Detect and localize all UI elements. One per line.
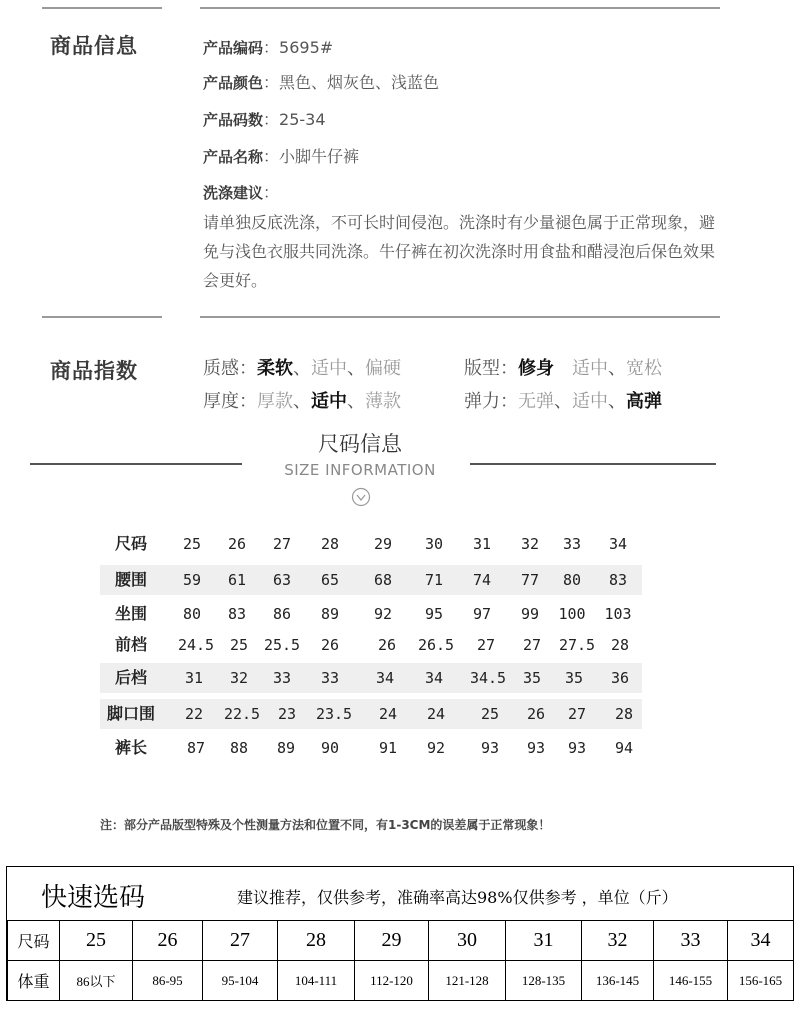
quick-weight-cell: 104-111 [278, 961, 355, 1001]
info-value: 黑色、烟灰色、浅蓝色 [279, 73, 440, 92]
info-value: 小脚牛仔裤 [279, 147, 360, 166]
info-row-name [203, 144, 359, 167]
size-cell: 36 [610, 669, 630, 687]
size-row [100, 663, 642, 693]
info-label: 洗涤建议 [203, 184, 264, 202]
chevron-down-circle-icon [351, 487, 371, 507]
index-label: 弹力 [464, 391, 500, 412]
size-row [100, 599, 642, 629]
size-cell: 26 [320, 636, 340, 654]
size-cell: 34 [375, 669, 395, 687]
top-rule-left [42, 7, 162, 9]
quick-size-cell: 26 [133, 921, 203, 961]
size-row-header: 裤长 [114, 738, 147, 757]
size-cell: 23.5 [315, 705, 353, 723]
index-option: 高弹 [626, 391, 662, 412]
size-cell: 94 [614, 739, 634, 757]
size-row-header: 腰围 [114, 570, 147, 589]
size-cell: 28 [320, 535, 340, 553]
quick-size-cell: 31 [506, 921, 582, 961]
size-cell: 33 [562, 535, 582, 553]
quick-weight-cell: 86以下 [60, 961, 133, 1001]
size-cell: 86 [272, 605, 292, 623]
mid-rule-left [42, 316, 162, 318]
index-option: 宽松 [626, 358, 662, 379]
index-colon: ： [239, 391, 257, 412]
size-cell: 23 [277, 705, 297, 723]
size-cell: 26 [227, 535, 247, 553]
size-cell: 31 [472, 535, 492, 553]
size-cell: 25 [229, 636, 249, 654]
info-label: 产品码数 [203, 111, 264, 129]
size-cell: 92 [426, 739, 446, 757]
size-cell: 99 [520, 605, 540, 623]
size-cell: 32 [520, 535, 540, 553]
size-cell: 77 [520, 571, 540, 589]
size-cell: 32 [229, 669, 249, 687]
size-row [100, 630, 642, 660]
size-row [100, 529, 642, 559]
info-value: 5695# [279, 38, 334, 57]
size-row-header: 尺码 [114, 534, 147, 553]
size-row-header: 后档 [114, 668, 147, 687]
size-cell: 89 [320, 605, 340, 623]
index-label: 版型 [464, 358, 500, 379]
top-rule-right [200, 7, 720, 9]
size-cell: 26 [377, 636, 397, 654]
info-value: 25-34 [279, 110, 326, 129]
quick-weight-cell: 156-165 [728, 961, 794, 1001]
section-title-product-info: 商品信息 [50, 34, 138, 58]
quick-size-title: 快速选码 [41, 883, 146, 913]
size-row-header: 前档 [114, 635, 147, 654]
size-cell: 89 [276, 739, 296, 757]
quick-weight-cell: 86-95 [133, 961, 203, 1001]
index-label: 质感 [203, 358, 239, 379]
index-colon: ： [500, 391, 518, 412]
quick-size-cell: 25 [60, 921, 133, 961]
size-row [100, 733, 642, 763]
index-option: 柔软 [257, 358, 293, 379]
quick-weight-cell: 112-120 [355, 961, 429, 1001]
size-cell: 90 [320, 739, 340, 757]
size-cell: 28 [610, 636, 630, 654]
size-cell: 83 [608, 571, 628, 589]
size-cell: 87 [186, 739, 206, 757]
size-cell: 74 [472, 571, 492, 589]
index-option: 适中 [572, 358, 608, 379]
mid-rule-right [200, 316, 720, 318]
info-label: 产品名称 [203, 148, 264, 166]
index-option: 薄款 [365, 391, 401, 412]
quick-size-cell: 29 [355, 921, 429, 961]
size-cell: 103 [604, 605, 632, 623]
index-option: 适中 [311, 391, 347, 412]
size-row-header: 脚口围 [106, 704, 155, 723]
index-stretch: 弹力：无弹、适中、高弹 [464, 391, 662, 412]
index-label: 厚度 [203, 391, 239, 412]
info-colon: ： [263, 183, 280, 202]
size-cell: 93 [526, 739, 546, 757]
size-info-subtitle: SIZE INFORMATION [284, 461, 436, 479]
quick-weight-cell: 95-104 [203, 961, 278, 1001]
size-row-header: 坐围 [114, 604, 147, 623]
quick-size-row [8, 921, 794, 961]
quick-weight-row-label: 体重 [8, 961, 60, 1001]
size-cell: 24 [426, 705, 446, 723]
size-cell: 25.5 [263, 636, 301, 654]
size-cell: 30 [424, 535, 444, 553]
size-cell: 95 [424, 605, 444, 623]
info-row-color [203, 70, 439, 93]
index-fit: 版型：修身 适中、宽松 [464, 358, 662, 379]
quick-weight-cell: 136-145 [582, 961, 654, 1001]
info-row-code [203, 35, 333, 58]
size-cell: 24.5 [177, 636, 215, 654]
index-texture: 质感：柔软、适中、偏硬 [203, 358, 401, 379]
size-cell: 26 [526, 705, 546, 723]
index-option: 无弹 [518, 391, 554, 412]
index-option: 偏硬 [365, 358, 401, 379]
size-cell: 100 [558, 605, 586, 623]
size-cell: 26.5 [417, 636, 455, 654]
size-cell: 22.5 [223, 705, 261, 723]
index-option: 适中 [311, 358, 347, 379]
size-cell: 83 [227, 605, 247, 623]
size-cell: 29 [373, 535, 393, 553]
quick-size-cell: 28 [278, 921, 355, 961]
size-cell: 27 [476, 636, 496, 654]
index-option: 修身 [518, 358, 554, 379]
size-cell: 35 [522, 669, 542, 687]
size-cell: 34 [608, 535, 628, 553]
quick-size-cell: 30 [429, 921, 506, 961]
info-row-sizes [203, 107, 326, 130]
size-cell: 31 [184, 669, 204, 687]
size-cell: 93 [480, 739, 500, 757]
section-title-product-index: 商品指数 [50, 359, 138, 383]
size-cell: 34.5 [469, 669, 507, 687]
info-colon: ： [263, 38, 280, 57]
quick-weight-cell: 121-128 [429, 961, 506, 1001]
index-colon: ： [239, 358, 257, 379]
quick-size-cell: 27 [203, 921, 278, 961]
size-cell: 25 [182, 535, 202, 553]
size-cell: 65 [320, 571, 340, 589]
size-cell: 27 [272, 535, 292, 553]
size-cell: 24 [378, 705, 398, 723]
info-colon: ： [263, 110, 280, 129]
size-cell: 27.5 [558, 636, 596, 654]
size-cell: 80 [562, 571, 582, 589]
size-cell: 27 [567, 705, 587, 723]
quick-weight-row [8, 961, 794, 1001]
size-cell: 92 [373, 605, 393, 623]
quick-size-desc: 建议推荐，仅供参考，准确率高达98%仅供参考 ，单位（斤） [237, 888, 678, 907]
quick-size-cell: 34 [728, 921, 794, 961]
size-note: 注：部分产品版型特殊及个性测量方法和位置不同，有1-3CM的误差属于正常现象！ [100, 818, 551, 832]
size-cell: 88 [229, 739, 249, 757]
size-cell: 33 [272, 669, 292, 687]
size-cell: 91 [378, 739, 398, 757]
size-cell: 33 [320, 669, 340, 687]
care-text: 请单独反底洗涤，不可长时间侵泡。洗涤时有少量褪色属于正常现象，避免与浅色衣服共同洗涤。牛仔裤在初次洗涤时用食盐和醋浸泡后保色效果会更好。 [203, 213, 716, 290]
size-cell: 27 [522, 636, 542, 654]
quick-weight-cell: 128-135 [506, 961, 582, 1001]
quick-size-cell: 33 [654, 921, 728, 961]
size-cell: 80 [182, 605, 202, 623]
index-option: 适中 [572, 391, 608, 412]
quick-size-cell: 32 [582, 921, 654, 961]
info-colon: ： [263, 147, 280, 166]
info-label: 产品编码 [203, 39, 264, 57]
size-info-title: 尺码信息 [318, 432, 402, 456]
quick-size-box [6, 866, 794, 1001]
size-cell: 97 [472, 605, 492, 623]
size-cell: 22 [184, 705, 204, 723]
size-cell: 59 [182, 571, 202, 589]
size-cell: 63 [272, 571, 292, 589]
info-row-care [203, 180, 279, 203]
index-colon: ： [500, 358, 518, 379]
size-row [100, 699, 642, 729]
quick-size-table [7, 920, 794, 1001]
index-thickness: 厚度：厚款、适中、薄款 [203, 391, 401, 412]
quick-weight-cell: 146-155 [654, 961, 728, 1001]
size-cell: 35 [564, 669, 584, 687]
size-cell: 71 [424, 571, 444, 589]
info-colon: ： [263, 73, 280, 92]
quick-size-row-label: 尺码 [8, 921, 60, 961]
size-cell: 34 [424, 669, 444, 687]
index-option: 厚款 [257, 391, 293, 412]
info-label: 产品颜色 [203, 74, 264, 92]
size-cell: 68 [373, 571, 393, 589]
size-cell: 61 [227, 571, 247, 589]
size-row [100, 565, 642, 595]
size-cell: 25 [480, 705, 500, 723]
size-cell: 28 [614, 705, 634, 723]
size-cell: 93 [567, 739, 587, 757]
